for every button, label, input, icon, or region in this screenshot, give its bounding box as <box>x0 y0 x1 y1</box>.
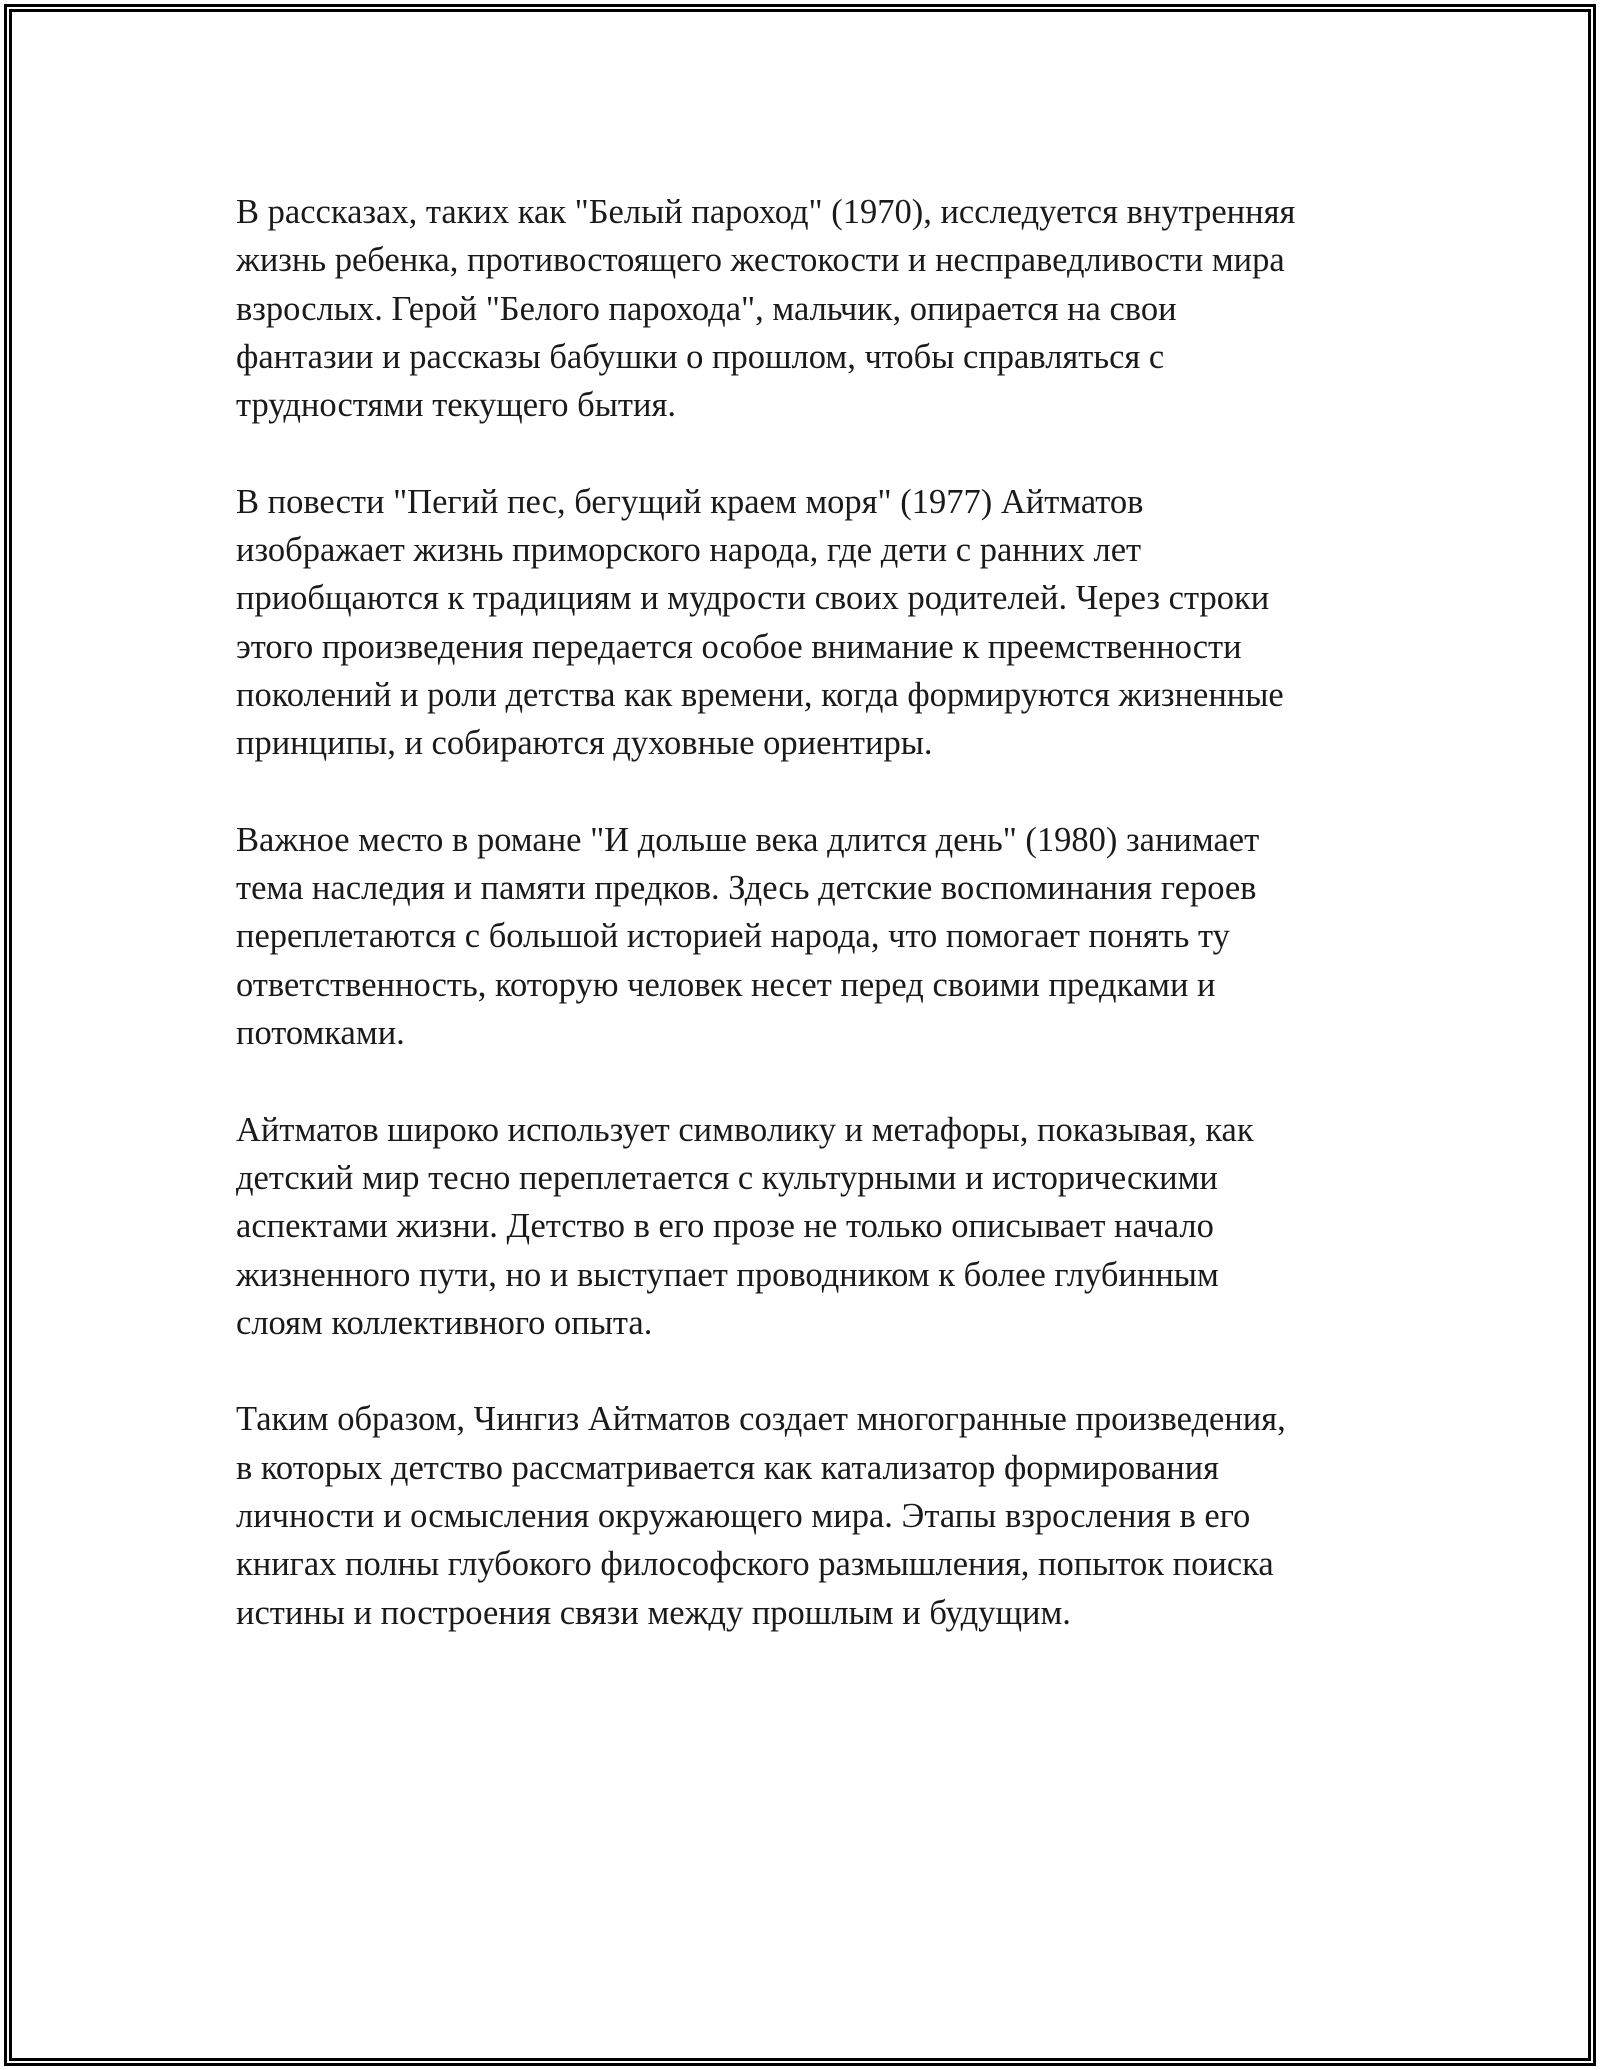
text-line: Айтматов широко использует символику и метафоры, показывая, как <box>236 1110 1254 1149</box>
text-line: приобщаются к традициям и мудрости своих родителей. Через строки <box>236 579 1270 618</box>
paragraph-i-dolshe-veka <box>236 816 1396 1057</box>
paragraph-conclusion <box>236 1395 1396 1636</box>
text-line: переплетаются с большой историей народа, что помогает понять ту <box>236 917 1230 956</box>
text-line: жизнь ребенка, противостоящего жестокости и несправедливости мира <box>236 241 1285 280</box>
text-line: поколений и роли детства как времени, когда формируются жизненные <box>236 675 1284 714</box>
text-line: трудностями текущего бытия. <box>236 386 676 425</box>
text-line: детский мир тесно переплетается с культурными и историческими <box>236 1158 1218 1197</box>
text-line: жизненного пути, но и выступает проводником к более глубинным <box>236 1255 1219 1294</box>
text-line: ответственность, которую человек несет перед своими предками и <box>236 965 1216 1004</box>
text-line: в которых детство рассматривается как катализатор формирования <box>236 1448 1220 1487</box>
paragraph-pegii-pes <box>236 478 1396 768</box>
text-line: личности и осмысления окружающего мира. Этапы взросления в его <box>236 1497 1251 1536</box>
text-line: книгах полны глубокого философского размышления, попыток поиска <box>236 1545 1274 1584</box>
paragraph-symbolism <box>236 1106 1396 1347</box>
text-line: изображает жизнь приморского народа, где дети с ранних лет <box>236 531 1142 570</box>
text-line: аспектами жизни. Детство в его прозе не только описывает начало <box>236 1207 1214 1246</box>
text-line: принципы, и собираются духовные ориентиры. <box>236 724 933 763</box>
text-line: Важное место в романе "И дольше века длится день" (1980) занимает <box>236 820 1260 859</box>
text-line: Таким образом, Чингиз Айтматов создает многогранные произведения, <box>236 1400 1286 1439</box>
text-line: В повести "Пегий пес, бегущий краем моря" (1977) Айтматов <box>236 482 1144 521</box>
text-line: взрослых. Герой "Белого парохода", мальчик, опирается на свои <box>236 289 1177 328</box>
text-line: истины и построения связи между прошлым и будущим. <box>236 1593 1071 1632</box>
text-line: фантазии и рассказы бабушки о прошлом, чтобы справляться с <box>236 337 1165 376</box>
document-body <box>236 188 1396 1637</box>
text-line: потомками. <box>236 1014 405 1053</box>
text-line: В рассказах, таких как "Белый пароход" (1970), исследуется внутренняя <box>236 193 1296 231</box>
text-line: слоям коллективного опыта. <box>236 1303 653 1342</box>
text-line: этого произведения передается особое внимание к преемственности <box>236 627 1242 666</box>
paragraph-belyi-parokhod <box>236 188 1396 429</box>
text-line: тема наследия и памяти предков. Здесь детские воспоминания героев <box>236 869 1257 908</box>
